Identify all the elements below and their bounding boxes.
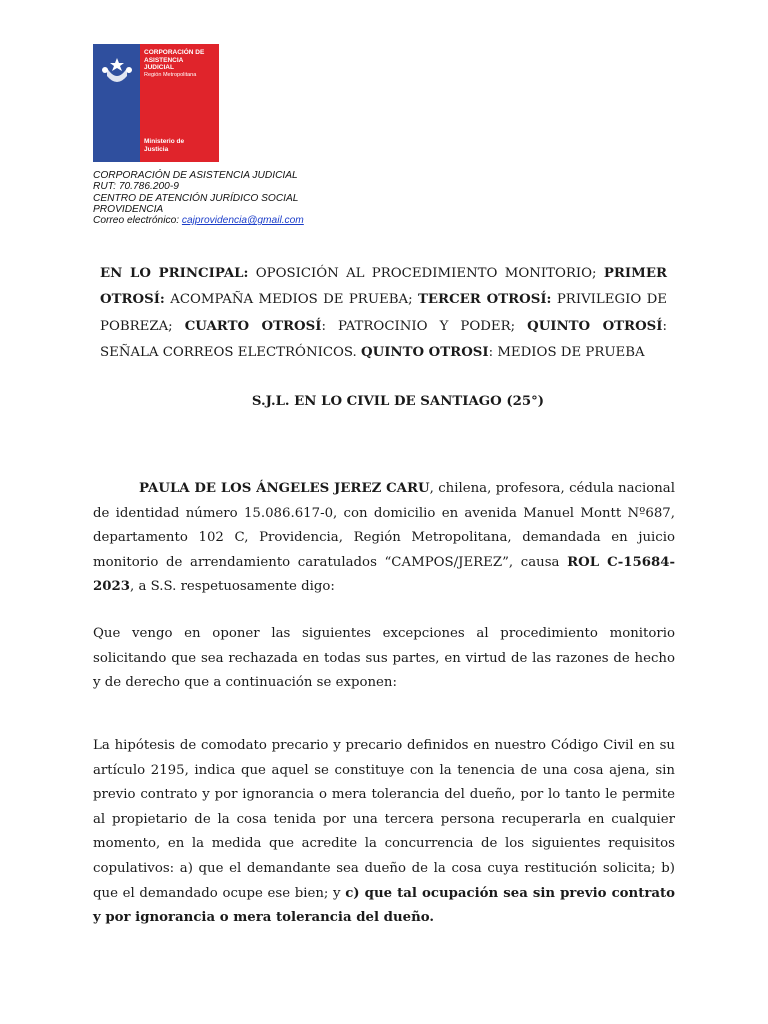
paragraph-opposition: Que vengo en oponer las siguientes excepciones al procedimiento monitorio solicitando que sea rechazada en todas sus partes, en virtud de las razones de hecho y de derecho que a continuación se exponen: <box>93 626 675 691</box>
coat-of-arms-icon <box>99 54 135 88</box>
center-name: CENTRO DE ATENCIÓN JURÍDICO SOCIAL <box>93 192 299 204</box>
org-name: CORPORACIÓN DE ASISTENCIA JUDICIAL <box>93 170 298 181</box>
paragraph-legal-basis: La hipótesis de comodato precario y precario definidos en nuestro Código Civil en su artículo 2195, indica que aquel se constituye con la tenencia de una cosa ajena, sin previo contrato y por ignorancia o mera tolerancia del dueño, por lo tanto le permite al propietario de la cosa tenida por una tercera persona recuperarla en cualquier momento, en la medida que acredite la concurrencia de los siguientes requisitos copulativos: a) que el demandante sea dueño de la cosa cuya restitución solicita; b) que el demandado ocupe ese bien; y c) que tal ocupación sea sin previo contrato y por ignorancia o mera tolerancia del dueño. <box>93 738 675 926</box>
header-info <box>93 170 413 226</box>
logo-ministry-text: Ministerio de Justicia <box>144 138 185 153</box>
logo-blue-panel <box>93 44 140 162</box>
document-summary: EN LO PRINCIPAL: OPOSICIÓN AL PROCEDIMIENTO MONITORIO; PRIMER OTROSÍ: ACOMPAÑA MEDIOS DE PRUEBA; TERCER OTROSÍ: PRIVILEGIO DE POBREZA; CUARTO OTROSÍ: PATROCINIO Y PODER; QUINTO OTROSÍ: SEÑALA CORREOS ELECTRÓNICOS. QUINTO OTROSI: MEDIOS DE PRUEBA <box>100 266 668 360</box>
rut: RUT: 70.786.200-9 <box>93 181 179 193</box>
court-heading: S.J.L. EN LO CIVIL DE SANTIAGO (25°) <box>251 394 545 409</box>
email-link[interactable]: cajprovidencia@gmail.com <box>181 215 304 227</box>
city: PROVIDENCIA <box>93 203 164 215</box>
logo-red-panel <box>140 44 219 162</box>
paragraph-introduction: PAULA DE LOS ÁNGELES JEREZ CARU, chilena, profesora, cédula nacional de identidad número 15.086.617-0, con domicilio en avenida Manuel Montt Nº687, departamento 102 C, Providencia, Región Metropolitana, demandada en juicio monitorio de arrendamiento caratulados “CAMPOS/JEREZ”, causa ROL C-15684-2023, a S.S. respetuosamente digo: <box>93 481 675 595</box>
email-line: Correo electrónico: cajprovidencia@gmail.com <box>93 215 304 227</box>
institution-logo <box>93 44 219 162</box>
logo-corporation-text: CORPORACIÓN DE ASISTENCIA JUDICIAL Región Metropolitana <box>144 49 205 78</box>
